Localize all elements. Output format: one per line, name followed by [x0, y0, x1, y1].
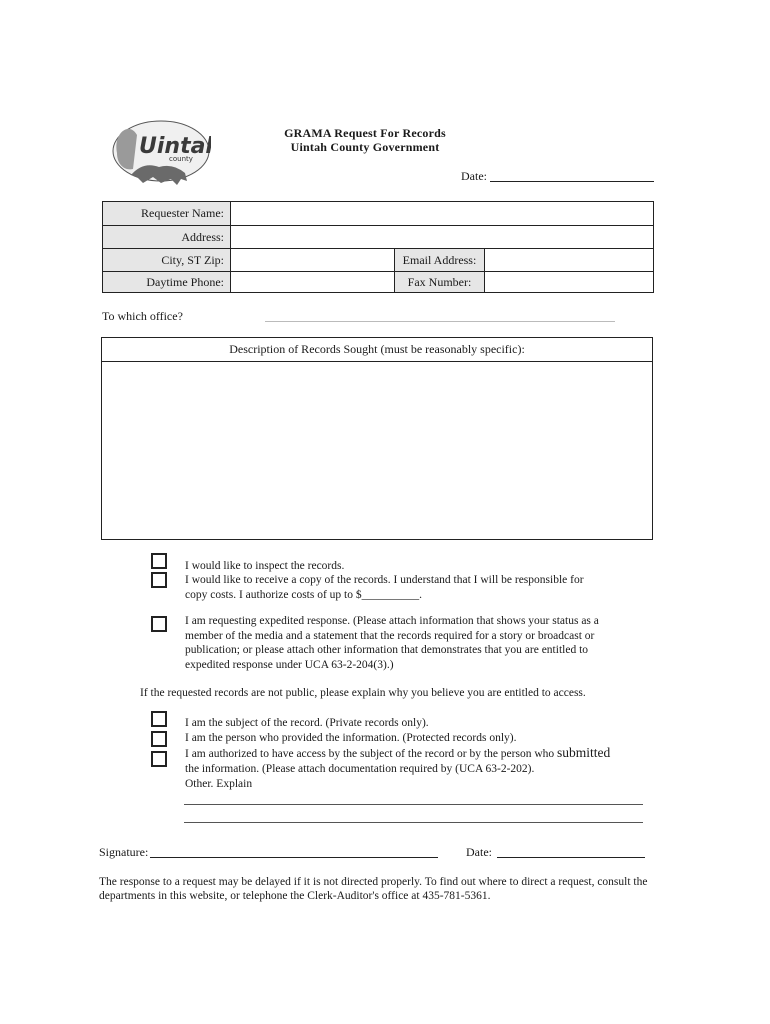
form-title: GRAMA Request For Records [284, 126, 446, 140]
not-public-question: If the requested records are not public, please explain why you believe you are entitled to access. [140, 687, 586, 699]
office-field[interactable] [265, 321, 615, 322]
phone-field[interactable] [230, 271, 394, 292]
description-box [101, 337, 653, 540]
signature-date-field[interactable] [497, 857, 645, 858]
expedited-option-text: I am requesting expedited response. (Please attach information that shows your status as a member of the media and a statement that the records required for a story or broadcast or publication; or please attach other information that demonstrates that you are entitled to expedited response under UCA 63-2-204(3).) [185, 615, 599, 671]
provider-option-text: I am the person who provided the information. (Protected records only). [185, 732, 517, 744]
authorized-option-prefix: I am authorized to have access by the subject of the record or by the person who [185, 748, 555, 760]
city-field[interactable] [230, 248, 394, 271]
other-option-text: Other. Explain [185, 778, 253, 790]
authorized-option-line1 [185, 746, 645, 762]
dinosaur-logo-icon [103, 113, 211, 189]
logo-text: Uinta [139, 134, 206, 159]
office-question: To which office? [102, 309, 183, 323]
requester-name-label: Requester Name: [103, 202, 230, 225]
county-logo [103, 113, 211, 189]
signature-field[interactable] [150, 857, 438, 858]
logo-subtext: county [169, 155, 193, 163]
email-field[interactable] [484, 248, 653, 271]
copy-checkbox[interactable] [151, 572, 167, 588]
address-field[interactable] [230, 225, 653, 248]
form-subtitle: Uintah County Government [290, 140, 440, 154]
inspect-checkbox[interactable] [151, 553, 167, 569]
address-label: Address: [103, 225, 230, 248]
expedited-checkbox[interactable] [151, 616, 167, 632]
subject-option-text: I am the subject of the record. (Private records only). [185, 717, 429, 729]
fax-label: Fax Number: [394, 271, 484, 292]
provider-checkbox[interactable] [151, 731, 167, 747]
requester-info-table [102, 201, 654, 293]
email-label: Email Address: [394, 248, 484, 271]
authorized-option-line2: the information. (Please attach documentation required by (UCA 63-2-202). [185, 763, 535, 775]
city-label: City, ST Zip: [103, 248, 230, 271]
inspect-option-text: I would like to inspect the records. [185, 560, 345, 572]
description-field[interactable] [106, 366, 648, 535]
header-date-label: Date: [461, 169, 487, 183]
signature-label: Signature: [99, 845, 149, 859]
fax-field[interactable] [484, 271, 653, 292]
authorized-checkbox[interactable] [151, 751, 167, 767]
header-date-field[interactable] [490, 181, 654, 182]
subject-checkbox[interactable] [151, 711, 167, 727]
authorized-submitted-word: submitted [557, 745, 611, 760]
other-explain-line-1[interactable] [184, 804, 643, 805]
signature-date-label: Date: [466, 845, 492, 859]
description-heading: Description of Records Sought (must be reasonably specific): [102, 338, 652, 362]
requester-name-field[interactable] [230, 202, 653, 225]
footer-note: The response to a request may be delayed if it is not directed properly. To find out where to direct a request, consult the departments in this website, or telephone the Clerk-Auditor's office at 435-781-5361. [99, 876, 648, 902]
other-explain-line-2[interactable] [184, 822, 643, 823]
phone-label: Daytime Phone: [103, 271, 230, 292]
copy-option-text: I would like to receive a copy of the records. I understand that I will be responsible for copy costs. I authorize costs of up to $__________. [185, 574, 584, 601]
